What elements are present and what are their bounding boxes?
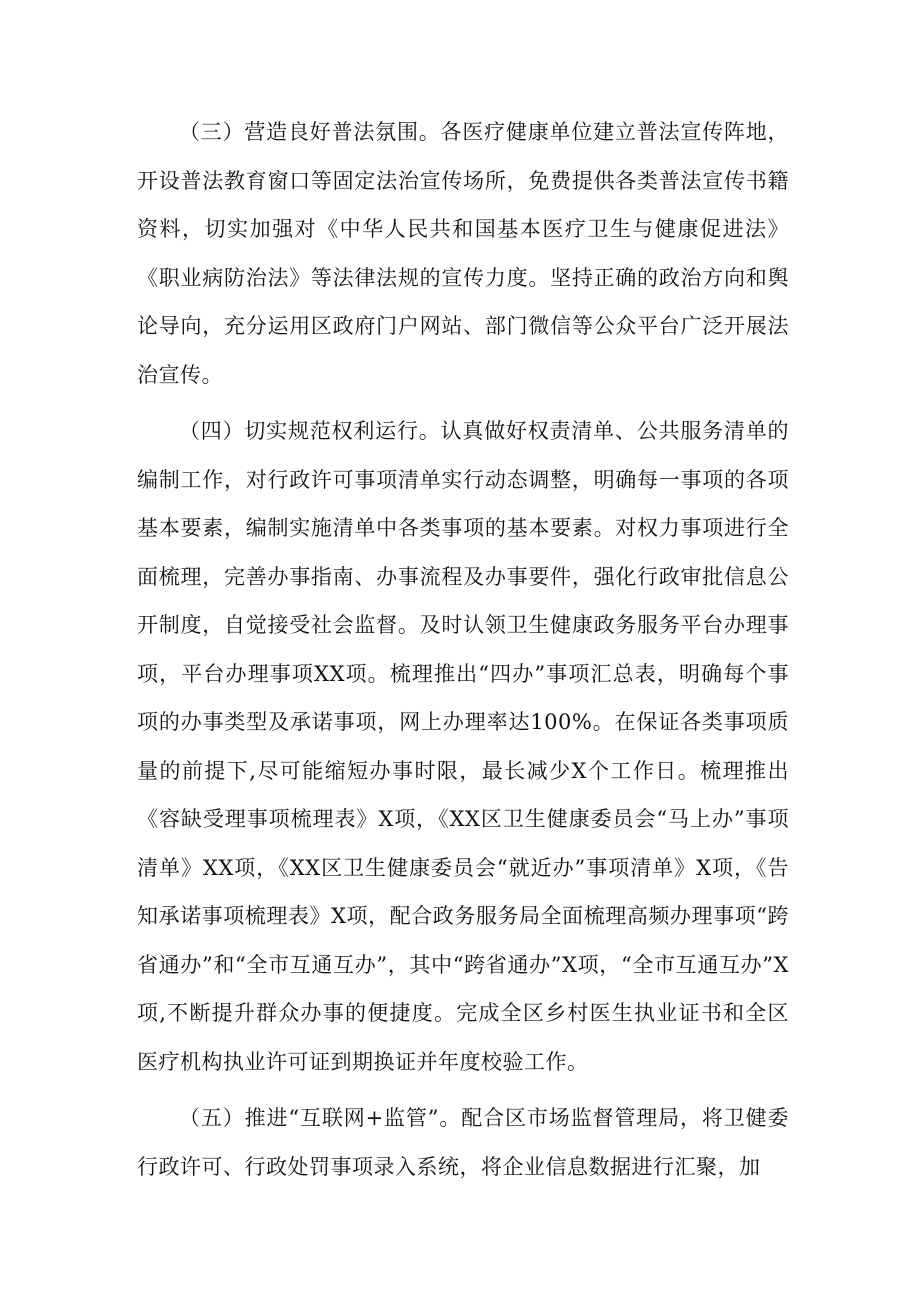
paragraph-internet-supervision: （五）推进“互联网+监管”。配合区市场监督管理局，将卫健委行政许可、行政处罚事项录入系统，将企业信息数据进行汇聚，加	[137, 1106, 789, 1179]
paragraph-legal-publicity: （三）营造良好普法氛围。各医疗健康单位建立普法宣传阵地，开设普法教育窗口等固定法治宣传场所，免费提供各类普法宣传书籍资料，切实加强对《中华人民共和国基本医疗卫生与健康促进法》《职业病防治法》等法律法规的宣传力度。坚持正确的政治方向和舆论导向，充分运用区政府门户网站、部门微信等公众平台广泛开展法治宣传。	[137, 120, 789, 387]
document-body	[137, 108, 789, 1199]
paragraph-power-regulation: （四）切实规范权利运行。认真做好权责清单、公共服务清单的编制工作，对行政许可事项清单实行动态调整，明确每一事项的各项基本要素，编制实施清单中各类事项的基本要素。对权力事项进行全面梳理，完善办事指南、办事流程及办事要件，强化行政审批信息公开制度，自觉接受社会监督。及时认领卫生健康政务服务平台办理事项，平台办理事项XX项。梳理推出“四办”事项汇总表，明确每个事项的办事类型及承诺事项，网上办理率达100%。在保证各类事项质量的前提下,尽可能缩短办事时限，最长减少X个工作日。梳理推出《容缺受理事项梳理表》X项，《XX区卫生健康委员会“马上办”事项清单》XX项，《XX区卫生健康委员会“就近办”事项清单》X项，《告知承诺事项梳理表》X项，配合政务服务局全面梳理高频办理事项“跨省通办”和“全市互通互办”，其中“跨省通办”X项，“全市互通互办”X项,不断提升群众办事的便捷度。完成全区乡村医生执业证书和全区医疗机构执业许可证到期换证并年度校验工作。	[137, 419, 789, 1074]
